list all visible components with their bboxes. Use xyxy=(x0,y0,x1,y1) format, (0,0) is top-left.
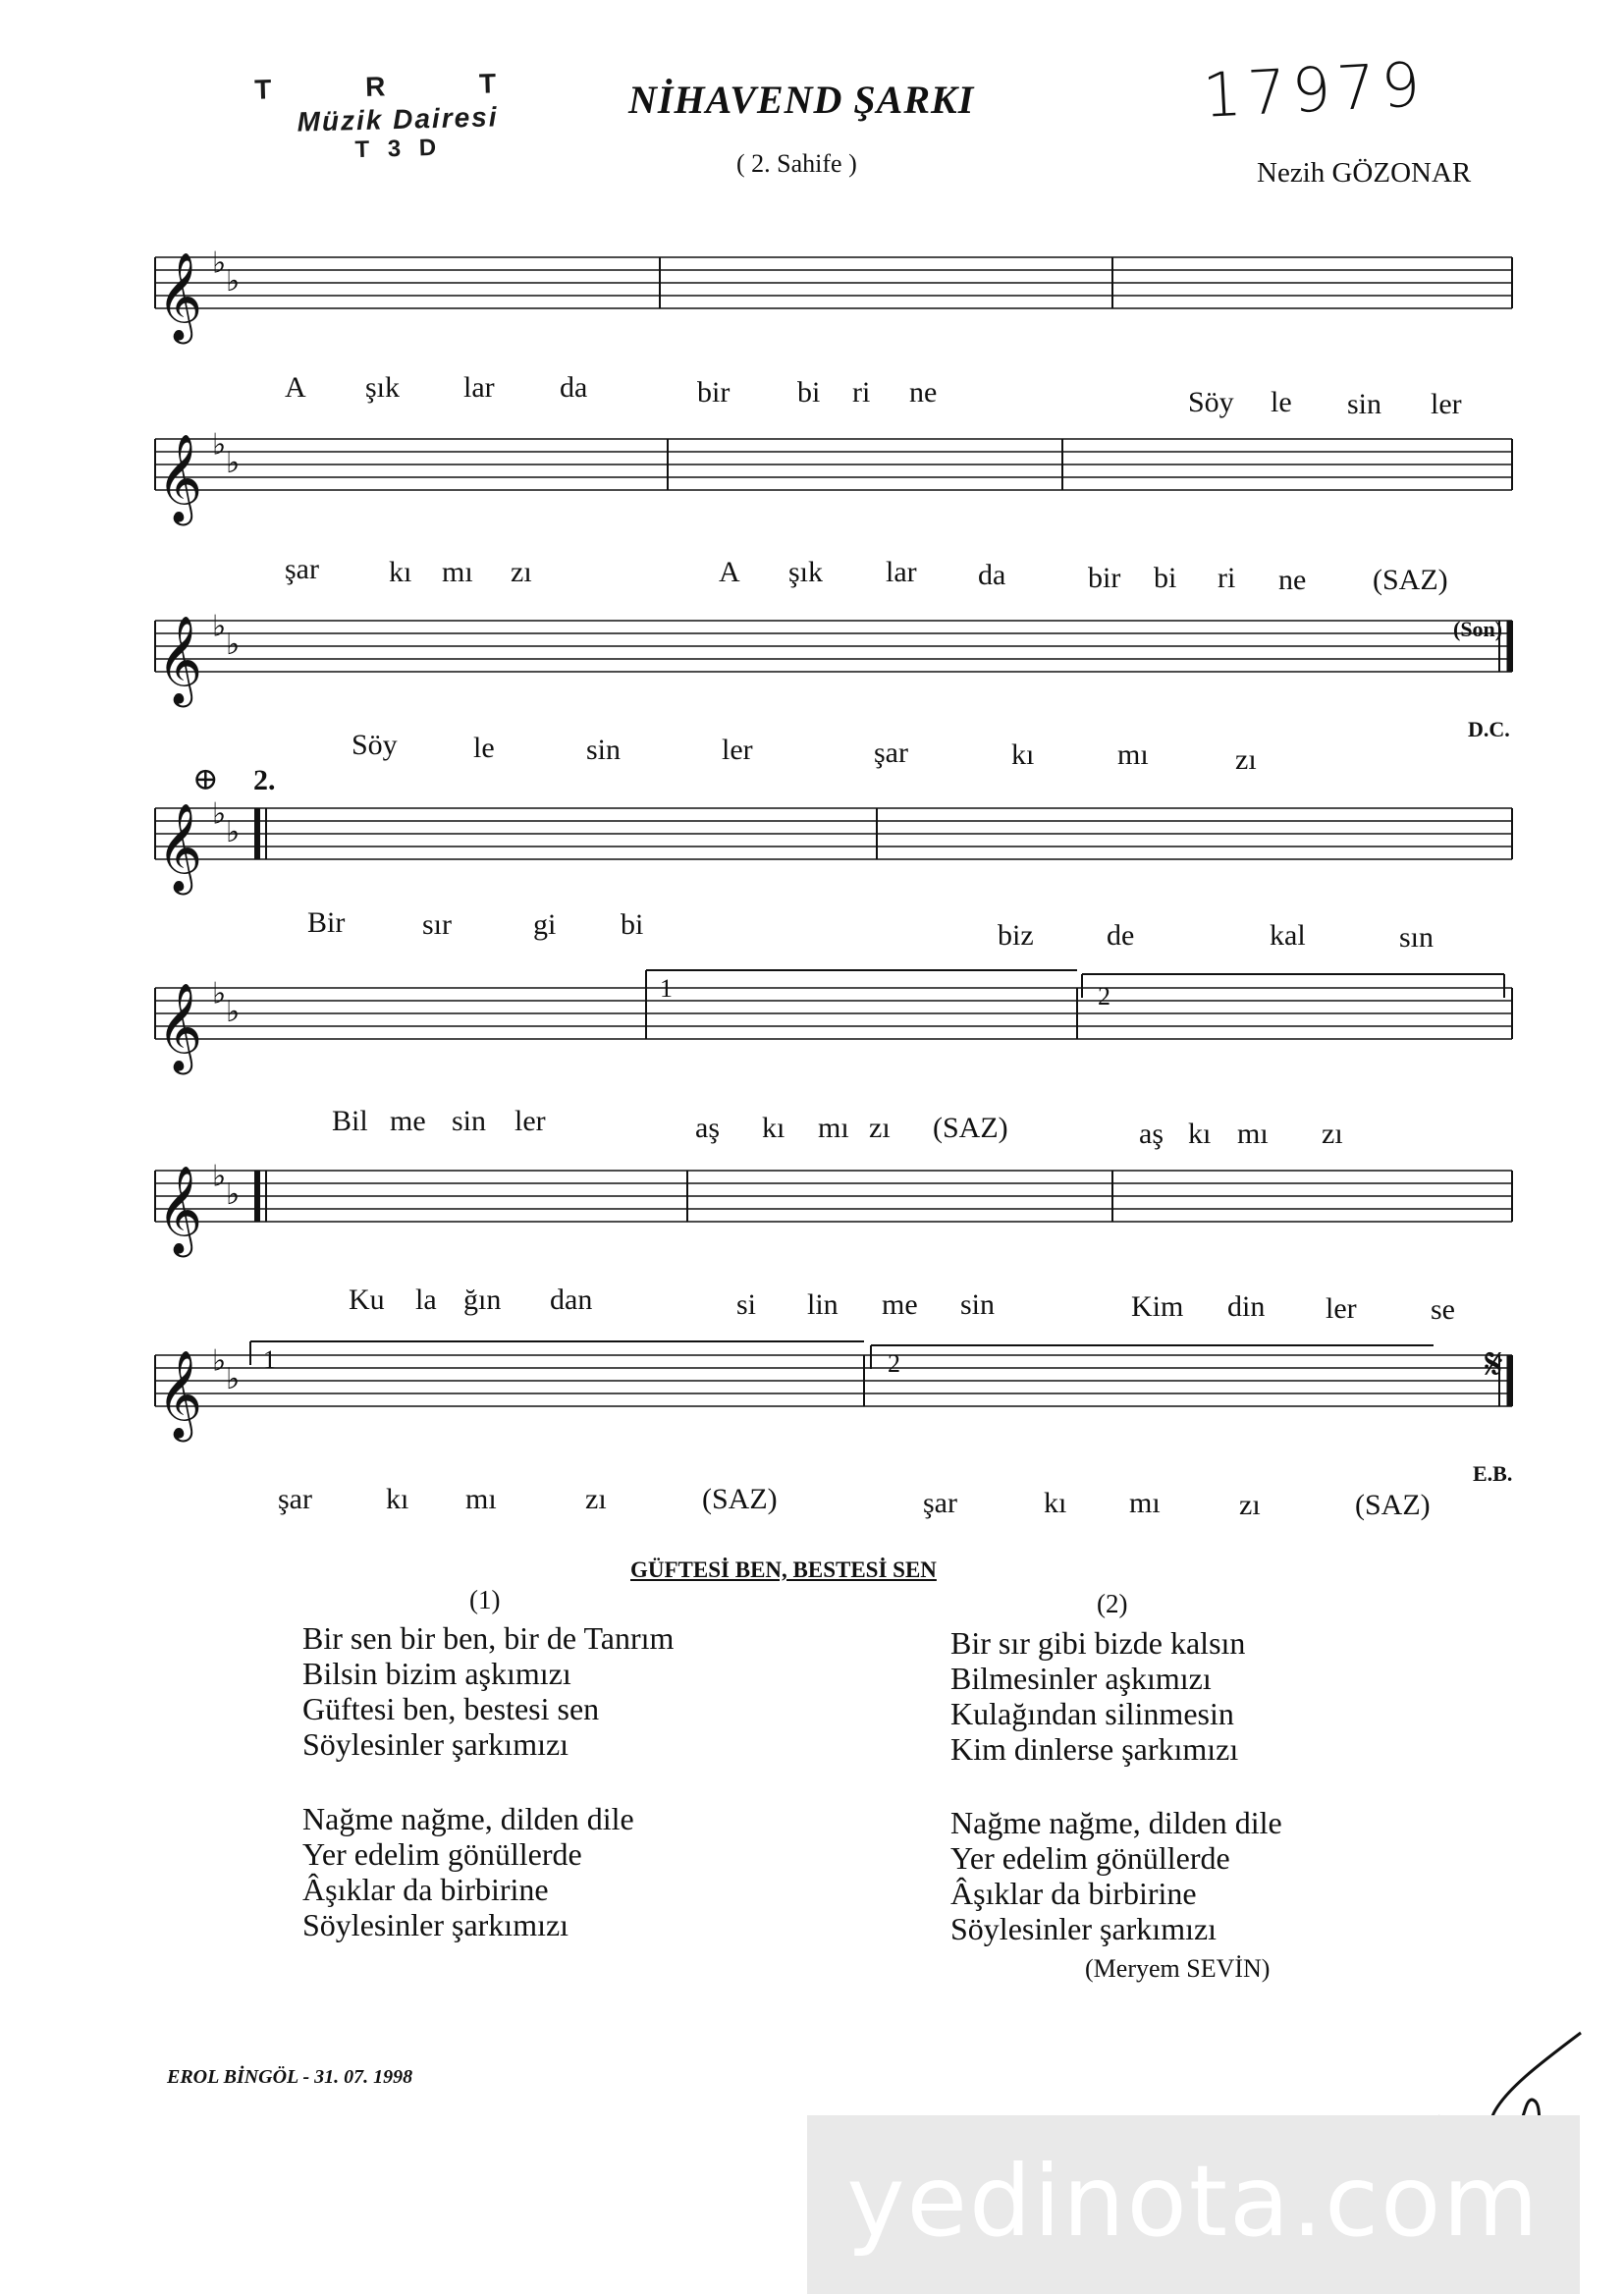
lyric-syllable: mı xyxy=(442,556,473,588)
treble-clef-icon: 𝄞 xyxy=(157,434,203,522)
flat-icon: ♭ xyxy=(212,246,227,281)
lyric-syllable: (SAZ) xyxy=(1373,564,1448,596)
stamp-line2: Müzik Dairesi xyxy=(297,101,499,137)
verse-line: Söylesinler şarkımızı xyxy=(950,1911,1218,1946)
lyric-syllable: kı xyxy=(386,1483,409,1515)
lyric-syllable: zı xyxy=(869,1112,891,1144)
flat-icon: ♭ xyxy=(226,1361,241,1396)
lyric-syllable: biz xyxy=(998,919,1034,952)
composer-name: Nezih GÖZONAR xyxy=(1257,157,1472,189)
lyric-syllable: sin xyxy=(960,1288,996,1321)
flat-icon: ♭ xyxy=(226,627,241,662)
lyric-syllable: le xyxy=(473,732,495,764)
lyric-syllable: (SAZ) xyxy=(933,1112,1008,1144)
treble-clef-icon: 𝄞 xyxy=(157,252,203,341)
treble-clef-icon: 𝄞 xyxy=(157,616,203,704)
lyric-syllable: mı xyxy=(465,1483,497,1515)
treble-clef-icon: 𝄞 xyxy=(157,1166,203,1254)
lyric-syllable: A xyxy=(285,371,306,404)
treble-clef-icon: 𝄞 xyxy=(157,1350,203,1439)
lyric-syllable: la xyxy=(415,1284,437,1316)
flat-icon: ♭ xyxy=(212,796,227,832)
song-title: NİHAVEND ŞARKI xyxy=(628,78,975,122)
ending1-label-row7: 1 xyxy=(263,1345,276,1374)
lyric-syllable: Bil xyxy=(332,1105,368,1137)
lyric-syllable: sin xyxy=(1347,388,1382,420)
flat-icon: ♭ xyxy=(226,814,241,849)
lyrics-heading: GÜFTESİ BEN, BESTESİ SEN xyxy=(630,1557,937,1582)
treble-clef-icon: 𝄞 xyxy=(157,803,203,892)
lyric-syllable: ler xyxy=(514,1105,546,1137)
lyric-syllable: bi xyxy=(1154,562,1177,594)
lyric-syllable: zı xyxy=(511,556,532,588)
lyric-syllable: ler xyxy=(1431,388,1462,420)
son-mark: (Son) xyxy=(1453,617,1503,641)
lyric-syllable: A xyxy=(719,556,740,588)
verse-line: Söylesinler şarkımızı xyxy=(302,1907,569,1942)
verse2-number: (2) xyxy=(1097,1589,1128,1618)
verse-line: Yer edelim gönüllerde xyxy=(950,1840,1230,1876)
lyric-syllable: bir xyxy=(1088,562,1121,594)
dc-mark: D.C. xyxy=(1468,717,1510,741)
lyric-syllable: lar xyxy=(463,371,495,404)
coda-icon: ⊕ xyxy=(192,761,219,796)
verse-line: Bilmesinler aşkımızı xyxy=(950,1661,1212,1696)
verse-line: Kim dinlerse şarkımızı xyxy=(950,1731,1239,1767)
lyric-syllable: zı xyxy=(1235,743,1257,776)
ending1-label-row5: 1 xyxy=(660,974,673,1003)
stamp-line1: T R T xyxy=(253,67,540,105)
refrain1-block xyxy=(302,1801,634,1942)
verse-line: Kulağından silinmesin xyxy=(950,1696,1234,1731)
lyric-syllable: me xyxy=(390,1105,426,1137)
lyric-syllable: ri xyxy=(852,376,871,409)
lyric-syllable: ri xyxy=(1218,562,1236,594)
lyric-syllable: Söy xyxy=(1188,386,1234,418)
lyricist-name: (Meryem SEVİN) xyxy=(1085,1954,1271,1983)
flat-icon: ♭ xyxy=(212,609,227,644)
lyric-syllable: Kim xyxy=(1131,1290,1184,1323)
page-subtitle: ( 2. Sahife ) xyxy=(736,149,857,178)
lyric-syllable: Ku xyxy=(349,1284,385,1316)
lyric-syllable: bi xyxy=(797,376,821,409)
lyric-syllable: sır xyxy=(422,908,452,941)
verse-line: Bir sen bir ben, bir de Tanrım xyxy=(302,1620,675,1656)
lyric-syllable: de xyxy=(1107,919,1135,952)
treble-clef-icon: 𝄞 xyxy=(157,983,203,1071)
lyric-syllable: şık xyxy=(788,556,824,588)
eb-mark: E.B. xyxy=(1473,1461,1513,1486)
lyric-syllable: kı xyxy=(762,1112,785,1144)
flat-icon: ♭ xyxy=(226,1176,241,1212)
lyric-syllable: lar xyxy=(886,556,917,588)
ending2-label-row7: 2 xyxy=(888,1349,900,1378)
lyric-syllable: şar xyxy=(285,553,319,585)
lyric-syllable: da xyxy=(560,371,588,404)
ending2-label-row5: 2 xyxy=(1098,982,1110,1010)
lyric-syllable: sın xyxy=(1399,921,1435,954)
lyric-syllable: şık xyxy=(365,371,401,404)
lyric-syllable: mı xyxy=(1117,738,1149,771)
lyric-syllable: mı xyxy=(818,1112,849,1144)
lyric-syllable: kal xyxy=(1270,919,1306,952)
flat-icon: ♭ xyxy=(226,445,241,480)
verse-line: Söylesinler şarkımızı xyxy=(302,1726,569,1762)
verse-line: Bir sır gibi bizde kalsın xyxy=(950,1625,1246,1661)
lyric-syllable: sin xyxy=(452,1105,487,1137)
flat-icon: ♭ xyxy=(226,994,241,1029)
flat-icon: ♭ xyxy=(212,1343,227,1379)
flat-icon: ♭ xyxy=(212,1159,227,1194)
lyric-syllable: (SAZ) xyxy=(1355,1489,1431,1521)
lyric-syllable: ler xyxy=(722,734,753,766)
refrain2-block xyxy=(950,1805,1282,1946)
lyric-syllable: mı xyxy=(1129,1487,1161,1519)
lyric-syllable: kı xyxy=(1188,1118,1212,1150)
verse-line: Âşıklar da birbirine xyxy=(302,1872,549,1907)
lyric-syllable: bir xyxy=(697,376,731,409)
verse-line: Nağme nağme, dilden dile xyxy=(302,1801,634,1836)
lyric-syllable: sin xyxy=(586,734,622,766)
lyric-syllable: si xyxy=(736,1288,757,1321)
lyric-syllable: kı xyxy=(389,556,412,588)
verse-line: Âşıklar da birbirine xyxy=(950,1876,1197,1911)
flat-icon: ♭ xyxy=(212,427,227,463)
verse-line: Güftesi ben, bestesi sen xyxy=(302,1691,600,1726)
lyric-syllable: ne xyxy=(1278,564,1307,596)
lyric-syllable: mı xyxy=(1237,1118,1269,1150)
lyric-syllable: ğın xyxy=(463,1284,502,1316)
lyric-syllable: din xyxy=(1227,1290,1266,1323)
lyric-syllable: şar xyxy=(278,1483,312,1515)
lyric-syllable: bi xyxy=(621,908,644,941)
verse-line: Yer edelim gönüllerde xyxy=(302,1836,582,1872)
verse-line: Nağme nağme, dilden dile xyxy=(950,1805,1282,1840)
lyric-syllable: aş xyxy=(1139,1118,1164,1150)
stamp-line3: T 3 D xyxy=(354,134,443,164)
lyric-syllable: kı xyxy=(1044,1487,1067,1519)
flat-icon: ♭ xyxy=(226,263,241,299)
lyric-syllable: aş xyxy=(695,1112,720,1144)
lyric-syllable: ler xyxy=(1326,1292,1357,1325)
flat-icon: ♭ xyxy=(212,976,227,1011)
lyric-syllable: da xyxy=(978,559,1006,591)
lyric-syllable: Bir xyxy=(307,906,346,939)
lyric-syllable: Söy xyxy=(352,729,398,761)
watermark-text: yedinota.com xyxy=(846,2144,1541,2259)
lyric-syllable: (SAZ) xyxy=(702,1483,778,1515)
lyric-syllable: kı xyxy=(1011,738,1035,771)
lyric-syllable: me xyxy=(882,1288,918,1321)
lyric-syllable: gi xyxy=(533,908,557,941)
lyric-syllable: se xyxy=(1431,1293,1455,1326)
lyric-syllable: ne xyxy=(909,376,938,409)
lyric-syllable: zı xyxy=(585,1483,607,1515)
arranger-credit: EROL BİNGÖL - 31. 07. 1998 xyxy=(167,2066,413,2088)
lyric-syllable: zı xyxy=(1239,1489,1261,1521)
lyric-syllable: şar xyxy=(923,1487,957,1519)
verse1-number: (1) xyxy=(469,1585,501,1614)
verse2-block xyxy=(950,1625,1245,1767)
verse1-block xyxy=(302,1620,674,1762)
section-number: 2. xyxy=(253,764,276,796)
lyric-syllable: şar xyxy=(874,737,908,769)
lyric-syllable: lin xyxy=(807,1288,839,1321)
watermark-banner xyxy=(807,2115,1580,2294)
lyric-syllable: dan xyxy=(550,1284,593,1316)
lyric-syllable: le xyxy=(1271,386,1292,418)
segno-icon: 𝄋 xyxy=(1485,1340,1503,1389)
lyric-syllable: zı xyxy=(1322,1118,1343,1150)
verse-line: Bilsin bizim aşkımızı xyxy=(302,1656,571,1691)
archive-number: 17979 xyxy=(1201,48,1428,132)
